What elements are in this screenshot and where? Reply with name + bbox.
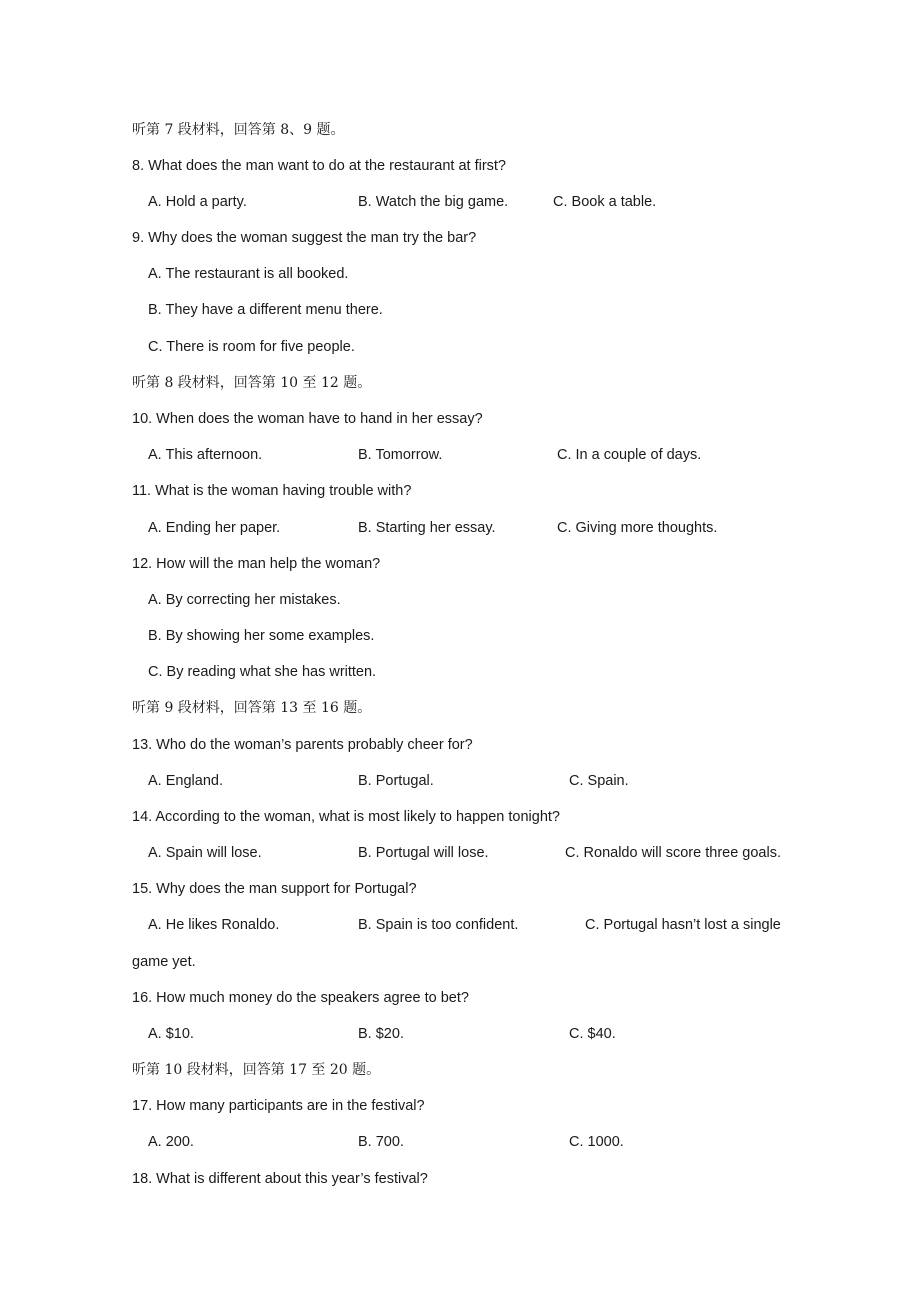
section-header-7: 听第 7 段材料，回答第 8、9 题。 bbox=[132, 122, 345, 138]
option-14b: B. Portugal will lose. bbox=[358, 845, 489, 861]
option-11c: C. Giving more thoughts. bbox=[557, 520, 718, 536]
question-10: 10. When does the woman have to hand in her essay? bbox=[132, 411, 483, 427]
option-13a: A. England. bbox=[148, 773, 223, 789]
option-15c: C. Portugal hasn’t lost a single bbox=[585, 917, 781, 933]
option-9c: C. There is room for five people. bbox=[148, 339, 355, 355]
option-11b: B. Starting her essay. bbox=[358, 520, 496, 536]
option-9a: A. The restaurant is all booked. bbox=[148, 266, 349, 282]
option-15a: A. He likes Ronaldo. bbox=[148, 917, 280, 933]
question-9: 9. Why does the woman suggest the man try the bar? bbox=[132, 230, 477, 246]
question-16: 16. How much money do the speakers agree to bet? bbox=[132, 990, 469, 1006]
option-13b: B. Portugal. bbox=[358, 773, 434, 789]
option-12b: B. By showing her some examples. bbox=[148, 628, 375, 644]
question-14: 14. According to the woman, what is most likely to happen tonight? bbox=[132, 809, 560, 825]
question-15: 15. Why does the man support for Portugal? bbox=[132, 881, 417, 897]
option-10a: A. This afternoon. bbox=[148, 447, 263, 463]
question-18: 18. What is different about this year’s festival? bbox=[132, 1171, 428, 1187]
option-12c: C. By reading what she has written. bbox=[148, 664, 377, 680]
option-17b: B. 700. bbox=[358, 1134, 404, 1150]
option-8b: B. Watch the big game. bbox=[358, 194, 509, 210]
option-8c: C. Book a table. bbox=[553, 194, 657, 210]
section-header-8: 听第 8 段材料，回答第 10 至 12 题。 bbox=[132, 375, 372, 391]
section-header-10: 听第 10 段材料，回答第 17 至 20 题。 bbox=[132, 1062, 381, 1078]
option-12a: A. By correcting her mistakes. bbox=[148, 592, 341, 608]
option-17a: A. 200. bbox=[148, 1134, 194, 1150]
option-10c: C. In a couple of days. bbox=[557, 447, 702, 463]
question-13: 13. Who do the woman’s parents probably cheer for? bbox=[132, 737, 473, 753]
option-16a: A. $10. bbox=[148, 1026, 194, 1042]
option-16c: C. $40. bbox=[569, 1026, 616, 1042]
option-10b: B. Tomorrow. bbox=[358, 447, 443, 463]
option-14c: C. Ronaldo will score three goals. bbox=[565, 845, 781, 861]
option-14a: A. Spain will lose. bbox=[148, 845, 262, 861]
option-15b: B. Spain is too confident. bbox=[358, 917, 519, 933]
option-9b: B. They have a different menu there. bbox=[148, 302, 383, 318]
option-17c: C. 1000. bbox=[569, 1134, 624, 1150]
question-17: 17. How many participants are in the festival? bbox=[132, 1098, 425, 1114]
question-12: 12. How will the man help the woman? bbox=[132, 556, 381, 572]
question-8: 8. What does the man want to do at the restaurant at first? bbox=[132, 158, 506, 174]
option-8a: A. Hold a party. bbox=[148, 194, 247, 210]
option-11a: A. Ending her paper. bbox=[148, 520, 281, 536]
option-15c-continued: game yet. bbox=[132, 954, 196, 970]
question-11: 11. What is the woman having trouble with? bbox=[132, 483, 412, 499]
section-header-9: 听第 9 段材料，回答第 13 至 16 题。 bbox=[132, 700, 372, 716]
option-16b: B. $20. bbox=[358, 1026, 404, 1042]
option-13c: C. Spain. bbox=[569, 773, 629, 789]
